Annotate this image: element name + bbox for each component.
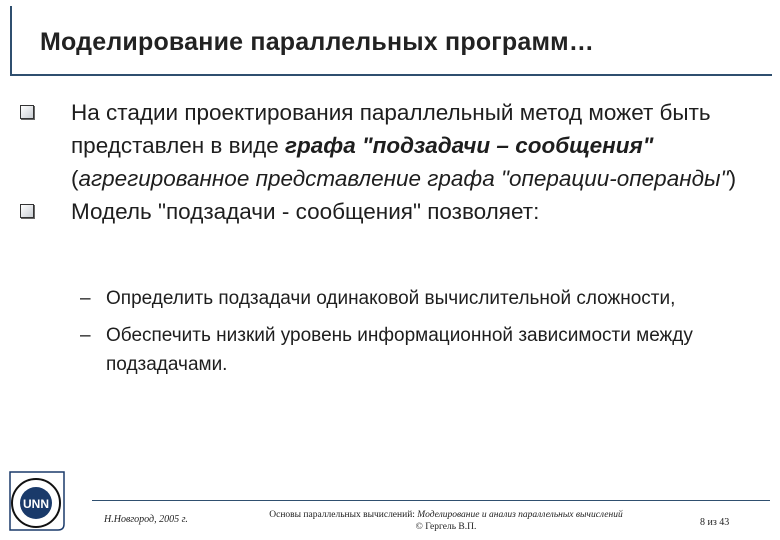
checkbox-bullet-icon <box>20 204 34 218</box>
footer-author: © Гергель В.П. <box>415 522 477 532</box>
sub-item-2 <box>80 321 720 379</box>
dash-bullet: – <box>80 288 91 309</box>
bullet-italic-operands: "операции-операнды" <box>500 166 729 191</box>
bullet-text-part: ) <box>728 166 737 191</box>
bullet-text: Модель "подзадачи - сообщения" позволяет: <box>71 199 540 224</box>
bullet-item-2 <box>16 195 756 228</box>
bullet-list <box>16 96 756 228</box>
footer-location-date: Н.Новгород, 2005 г. <box>104 514 188 525</box>
footer-divider <box>92 500 770 501</box>
title-bar <box>10 6 772 76</box>
bullet-text-part: ( <box>71 166 79 191</box>
footer-page-number: 8 из 43 <box>700 517 730 528</box>
footer-topic: Моделирование и анализ параллельных вычислений <box>417 510 623 520</box>
checkbox-bullet-icon <box>20 105 34 119</box>
sub-item-text: Определить подзадачи одинаковой вычислительной сложности, <box>106 288 676 309</box>
sub-item-text: Обеспечить низкий уровень информационной зависимости между подзадачами. <box>106 325 693 375</box>
unn-logo-icon <box>6 470 68 532</box>
bullet-italic-part: агрегированное представление графа <box>78 166 501 191</box>
sub-list <box>80 284 720 387</box>
logo-lettering: UNN <box>23 497 49 511</box>
sub-item-1 <box>80 284 720 313</box>
footer-course-title <box>256 509 636 533</box>
slide-title: Моделирование параллельных программ… <box>40 28 595 56</box>
bullet-emphasis-graph: графа "подзадачи – сообщения" <box>285 133 654 158</box>
footer-course-name: Основы параллельных вычислений: <box>269 510 418 520</box>
bullet-item-1 <box>16 96 756 195</box>
bullet-text-part: На стадии проектирования параллельный метод может быть представлен в виде <box>71 100 711 158</box>
dash-bullet: – <box>80 325 91 346</box>
